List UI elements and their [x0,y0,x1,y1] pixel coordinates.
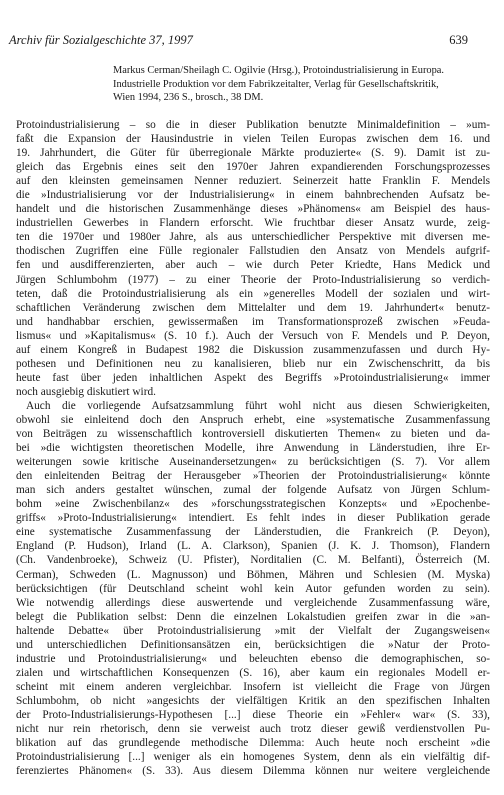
body-line: die »Industrialisierung vor der Industrialisierung« in einem bahnbrechenden Aufsatz be- [16,189,490,202]
body-line: (Ch. Vandenbroeke), Schweiz (U. Pfister), Norditalien (C. M. Belfanti), Österreich (M. [16,554,490,567]
body-line: faßt die Expansion der Hausindustrie in vielen Teilen Europas zwischen dem 16. und [16,133,490,146]
body-line: haltende Debatte« über Protoindustrialisierung »mit der Vielfalt der Zugangsweisen« [16,624,490,637]
body-line: der Proto-Industrialisierungs-Hypothesen [...] diese Theorie ein »Fehler« war« (S. 33), [16,708,490,721]
body-line: berücksichtigen (für Deutschland scheint wohl kein Autor gefunden worden zu sein). [16,582,490,595]
body-line: industriellen Gewerbes in Flandern erforscht. Wie fruchtbar dieser Ansatz wurde, zeig- [16,217,490,230]
body-line: industrie und Protoindustrialisierung« und beleuchten ebenso die demographischen, so- [16,652,490,665]
body-line: belegt die Publikation selbst: Denn die einzelnen Lokalstudien greifen zwar in die »an- [16,610,490,623]
body-line: blikation auf das grundlegende methodische Dilemma: Auch heute noch erscheint »die [16,737,490,750]
body-line: fen und ausdifferenzierten, aber auch – wie durch Peter Kriedte, Hans Medick und [16,259,490,272]
body-line: eine systematische Zusammenfassung der Länderstudien, die Frankreich (P. Deyon), [16,526,490,539]
body-line: ten die 1970er und 1980er Jahre, als aus unterschiedlicher Perspektive mit diversen me- [16,231,490,244]
body-line: gleich das Ergebnis eines seit den 1970er Jahren expandierenden Forschungsprozesses [16,161,490,174]
body-line: man sich anders gestaltet wünschen, zumal der folgende Aufsatz von Jürgen Schlum- [16,484,490,497]
review-body [16,118,490,778]
body-line: weiterungen sowie kritische Auseinandersetzungen« zu berücksichtigen (S. 7). Vor allem [16,456,490,469]
body-line: handelt und die historischen Zusammenhänge dieses »Phänomens« am Beispiel des haus- [16,203,490,216]
body-line: 19. Jahrhundert, die Güter für überregionale Märkte produzierte« (S. 9). Damit ist zu- [16,147,490,160]
body-line: und unterschiedlichen Definitionsansätzen ein, berücksichtigen die »Natur der Proto- [16,638,490,651]
body-line: Auch die vorliegende Aufsatzsammlung führt wohl nicht aus diesen Schwierigkeiten, [26,399,490,412]
body-line: England (P. Hudson), Irland (L. A. Clarkson), Spanien (J. K. J. Thomson), Flandern [16,540,490,553]
citation-line: Wien 1994, 236 S., brosch., 38 DM. [113,92,264,104]
body-line: auf einem Kongreß in Budapest 1982 die Diskussion zusammenzufassen und durch Hy- [16,343,490,356]
body-line: Jürgen Schlumbohm (1977) – zu einer Theorie der Proto-Industrialisierung so verdich- [16,273,490,286]
body-line: Cerman), Schweden (L. Magnusson) und Böhmen, Mähren und Schlesien (M. Myska) [16,568,490,581]
body-line: ferenziertes Phänomen« (S. 33). Aus diesem Dilemma können nur weitere vergleichende [16,765,490,778]
body-line: Wie notwendig allerdings diese auswertende und vergleichende Zusammenfassung wäre, [16,596,490,609]
body-line: scheint mit einem anderen vergleichbar. Insofern ist vielleicht die Frage von Jürgen [16,680,490,693]
body-line: Protoindustrialisierung – so die in dieser Publikation benutzte Minimaldefinition – »um- [16,119,490,131]
body-line: griffs« »Proto-Industrialisierung« intendiert. Es fehlt indes in dieser Publikation gerade [16,512,490,525]
body-line: obwohl sie einleitend doch den Anspruch erhebt, eine »systematische Zusammenfassung [16,413,490,426]
body-line: noch ausgiebig diskutiert wird. [16,385,156,398]
body-line: und handhabbar erschien, gewissermaßen im Transformationsprozeß zwischen »Feuda- [16,315,490,328]
page-header [9,33,495,49]
body-line: Protoindustrialisierung [...] weniger als ein homogenes System, denn als ein vielfältig dif- [16,751,490,764]
body-line: bei »die wichtigsten theoretischen Modelle, ihre Anwendung in Länderstudien, ihre Er- [16,442,490,455]
body-line: auf den kleinsten gemeinsamen Nenner reduziert. Seinerzeit hatte Franklin F. Mendels [16,175,490,188]
running-head: Archiv für Sozialgeschichte 37, 1997 [9,33,193,47]
body-line: schaftlichen Veränderung zwischen dem Mittelalter und dem 19. Jahrhundert« benutz- [16,301,490,314]
body-line: von Beiträgen zu wissenschaftlich kontroversiell diskutierten Themen« zu bieten und da- [16,428,490,441]
body-line: Schlumbohm, ob nicht »angesichts der vielfältigen Kritik an den spezifischen Inhalten [16,694,490,707]
body-line: pothesen und Definitionen neu zu kanalisieren, blieb nur ein Zwischenschritt, da bis [16,357,490,370]
body-line: teten, daß die Protoindustrialisierung als ein »generelles Modell der sozialen und wirt- [16,287,490,300]
book-citation [113,64,485,105]
body-line: bohm »eine Zwischenbilanz« des »forschungsstrategischen Konzepts« und »Epochenbe- [16,498,490,511]
body-line: heute fast über jeden inhaltlichen Aspekt des Begriffs »Protoindustrialisierung« immer [16,371,490,384]
body-line: nicht nur rein rhetorisch, denn sie verweist auch trotz dieser gewiß verdienstvollen Pu- [16,723,490,736]
citation-line: Markus Cerman/Sheilagh C. Ogilvie (Hrsg.), Protoindustrialisierung in Europa. [113,65,445,76]
body-line: lismus« und »Kapitalismus« (S. 10 f.). Auch der Versuch von F. Mendels und P. Deyon, [16,329,490,342]
body-line: zialen und wirtschaftlichen Konsequenzen (S. 16), aber kaum ein regionales Modell er- [16,666,490,679]
citation-line: Industrielle Produktion vor dem Fabrikzeitalter, Verlag für Gesellschaftskritik, [113,78,439,90]
body-line: den einleitenden Beitrag der Herausgeber »Theorien der Protoindustrialisierung« könnte [16,470,490,483]
page-number: 639 [449,33,468,47]
body-line: thodischen Zugriffen eine Fülle regionaler Fallstudien den Ansatz von Mendels aufgrif- [16,245,490,258]
